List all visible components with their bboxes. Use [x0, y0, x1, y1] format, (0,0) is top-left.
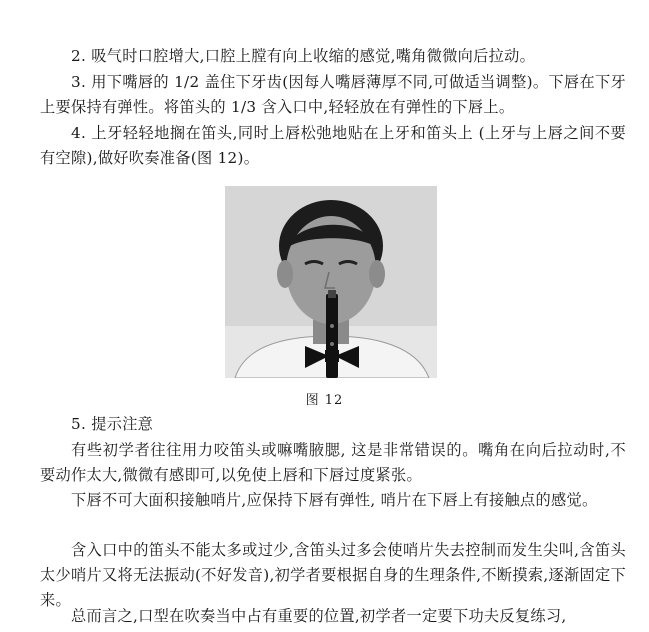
section-paragraph-1: 有些初学者往往用力咬笛头或嘛嘴腋腮, 这是非常错误的。嘴角在向后拉动时,不要动作太大,微微有感即可,以免使上唇和下唇过度紧张。: [40, 441, 626, 484]
section-paragraph-3: 含入口中的笛头不能太多或过少,含笛头过多会使哨片失去控制而发生尖叫,含笛头太少哨片又将无法振动(不好发音),初学者要根据自身的生理条件,不断摸索,逐渐固定下来。: [40, 541, 626, 609]
figure-caption: 图 12: [305, 393, 344, 408]
section-paragraph-2: 下唇不可大面积接触哨片,应保持下唇有弹性, 哨片在下唇上有接触点的感觉。: [71, 491, 598, 509]
paragraph-item-4: 4. 上牙轻轻地搁在笛头,同时上唇松弛地贴在上牙和笛头上 (上牙与上唇之间不要有空隙),做好吹奏准备(图 12)。: [40, 124, 626, 167]
section-heading: 5. 提示注意: [71, 415, 154, 433]
section-paragraph-4: 总而言之,口型在吹奏当中占有重要的位置,初学者一定要下功夫反复练习,: [71, 607, 567, 625]
boy-with-clarinet-icon: [225, 186, 437, 378]
figure-photo: [225, 186, 437, 378]
paragraph-item-3: 3. 用下嘴唇的 1/2 盖住下牙齿(因每人嘴唇薄厚不同,可做适当调整)。下唇在下牙上要保持有弹性。将笛头的 1/3 含入口中,轻轻放在有弹性的下唇上。: [40, 73, 626, 116]
paragraph-item-2: 2. 吸气时口腔增大,口腔上膛有向上收缩的感觉,嘴角微微向后拉动。: [71, 47, 536, 65]
